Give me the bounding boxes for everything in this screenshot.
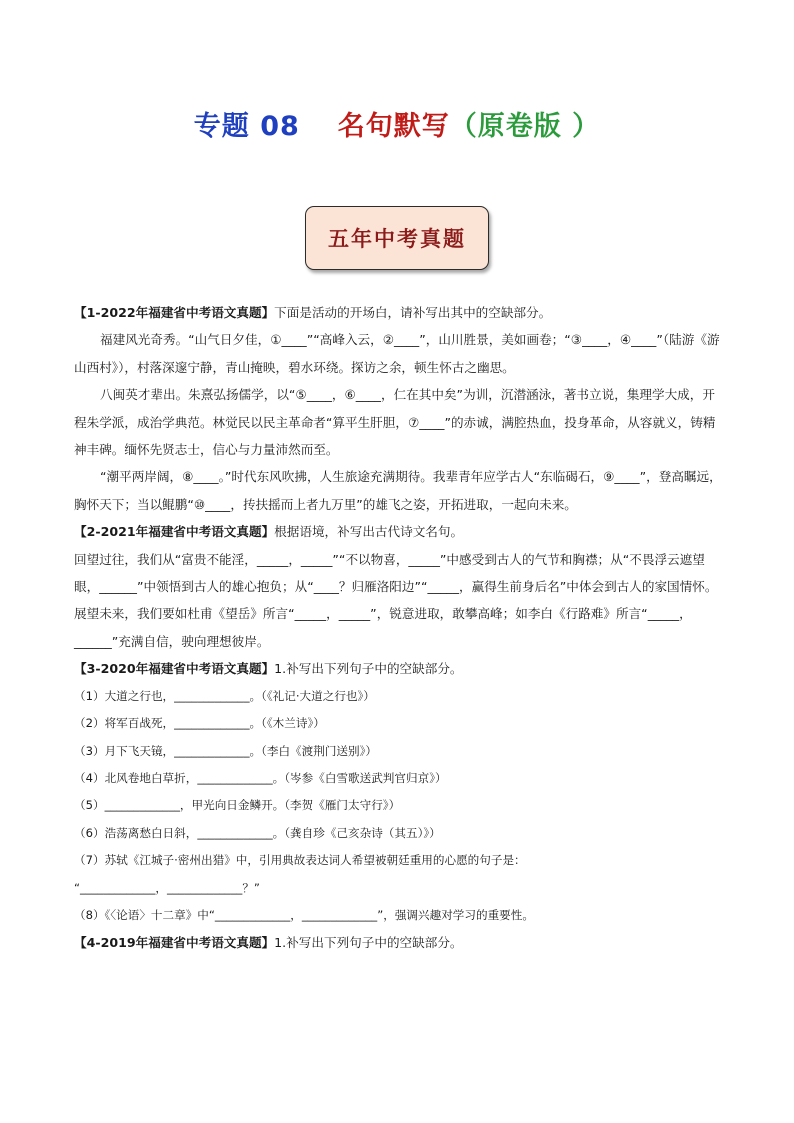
question-source: 【1-2022年福建省中考语文真题】 xyxy=(74,305,275,320)
question-paragraph: 福建风光奇秀。“山气日夕佳，①____”“高峰入云，②____”，山川胜景，美如画卷；“③____，④____”（陆游《游山西村》），村落深邃宁静，青山掩映，碧水环绕。探访之余，顿生怀古之幽思。 xyxy=(74,332,720,375)
question-header xyxy=(74,299,724,326)
question-source: 【2-2021年福建省中考语文真题】 xyxy=(74,524,275,540)
question-paragraph: 展望未来，我们要如杜甫《望岳》所言“_____，_____”，锐意进取，敢攀高峰；如李白《行路难》所言“_____，______”充满自信，驶向理想彼岸。 xyxy=(74,606,692,649)
question-item: （1）大道之行也，_____________。（《礼记·大道之行也》） xyxy=(74,688,375,703)
question-intro: 1.补写出下列句子中的空缺部分。 xyxy=(274,661,463,677)
banner-label: 五年中考真题 xyxy=(328,226,466,251)
question-paragraph: 八闽英才辈出。朱熹弘扬儒学，以“⑤____，⑥____，仁在其中矣”为训，沉潜涵泳，著书立说，集理学大成，开程朱学派，成治学典范。林觉民以民主革命者“算平生肝胆，⑦____”的赤诚，满腔热血，投身革命，从容就义，铸精神丰碑。缅怀先贤志士，信心与力量沛然而至。 xyxy=(74,387,716,458)
question-header xyxy=(74,929,724,956)
title-topic: 专题 08 xyxy=(193,111,300,142)
question-intro: 下面是活动的开场白，请补写出其中的空缺部分。 xyxy=(274,305,552,320)
question-content xyxy=(74,299,724,957)
question-item: （8）《〈论语〉十二章》中“_____________，_____________”，强调兴趣对学习的重要性。 xyxy=(74,907,534,922)
question-item: （7）苏轼《江城子·密州出猎》中，引用典故表达词人希望被朝廷重用的心愿的句子是： xyxy=(74,853,526,868)
section-banner xyxy=(305,206,489,270)
question-item: （4）北风卷地白草折，_____________。（岑参《白雪歌送武判官归京》） xyxy=(74,770,447,785)
question-item: （5）_____________，甲光向日金鳞开。（李贺《雁门太守行》） xyxy=(74,798,401,813)
question-item: （3）月下飞天镜，_____________。（李白《渡荆门送别》） xyxy=(74,743,378,758)
question-item: （2）将军百战死，_____________。（《木兰诗》） xyxy=(74,716,325,731)
question-source: 【4-2019年福建省中考语文真题】 xyxy=(74,935,275,951)
question-intro: 1.补写出下列句子中的空缺部分。 xyxy=(274,935,463,951)
title-name: 名句默写 xyxy=(337,111,450,142)
question-paragraph: 回望过往，我们从“富贵不能淫，_____，_____”“不以物喜，_____”中感受到古人的气节和胸襟；从“不畏浮云遮望眼，______”中领悟到古人的雄心抱负；从“____？归雁洛阳边”“_____，赢得生前身后名”中体会到古人的家国情怀。 xyxy=(74,551,718,595)
title-edition: （原卷版 ） xyxy=(449,111,601,142)
page-title xyxy=(0,104,794,143)
question-item: “_____________，_____________？” xyxy=(74,880,260,895)
question-source: 【3-2020年福建省中考语文真题】 xyxy=(74,661,275,677)
question-header xyxy=(74,655,724,682)
question-intro: 根据语境，补写出古代诗文名句。 xyxy=(274,524,464,540)
question-header xyxy=(74,518,724,545)
question-item: （6）浩荡离愁白日斜，_____________。（龚自珍《己亥杂诗（其五）》） xyxy=(74,825,441,840)
question-paragraph: “潮平两岸阔，⑧____。”时代东风吹拂，人生旅途充满期待。我辈青年应学古人“东临碣石，⑨____”，登高瞩远，胸怀天下；当以鲲鹏“⑩____，抟扶摇而上者九万里”的雄飞之姿，开拓进取，一起向未来。 xyxy=(74,469,722,512)
